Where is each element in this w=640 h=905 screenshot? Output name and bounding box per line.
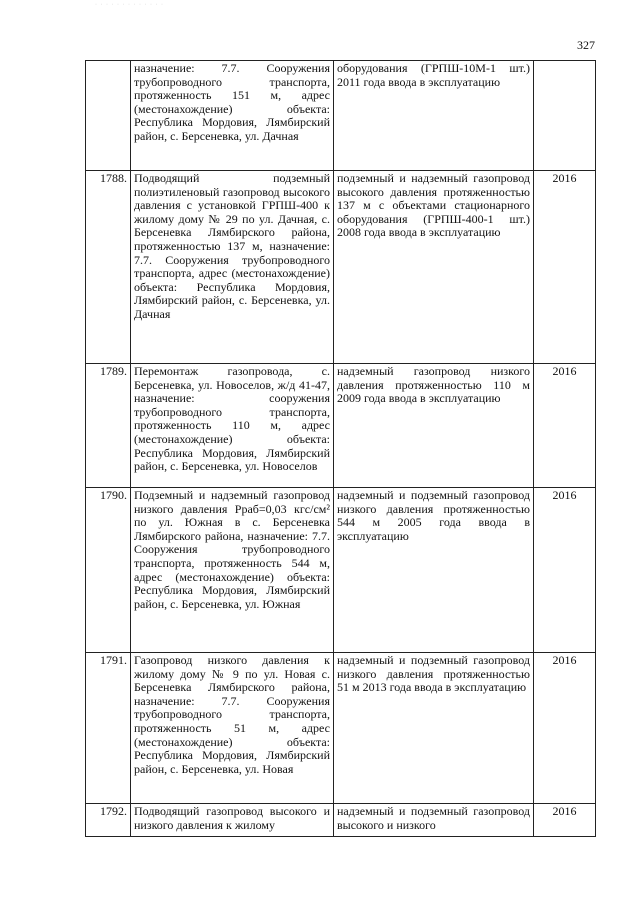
object-name: Перемонтаж газопровода, с. Берсеневка, ул. Новоселов, ж/д 41-47, назначение: сооружения трубопроводного транспорта, протяженность 110 м, адрес (местонахождение) объекта: Республика Мордовия, Лямбирский район, с. Берсеневка, ул. Новоселов bbox=[131, 364, 334, 488]
object-name: Подземный и надземный газопровод низкого давления Рраб=0,03 кгс/см² по ул. Южная в с. Берсеневка Лямбирского района, назначение: 7.7. Сооружения трубопроводного транспорта, протяженность 544 м, адрес (местонахождение) объекта: Республика Мордовия, Лямбирский район, с. Берсеневка, ул. Южная bbox=[131, 488, 334, 653]
row-number: 1791. bbox=[86, 653, 131, 804]
object-name: Подводящий газопровод высокого и низкого давления к жилому bbox=[131, 804, 334, 837]
scan-artifact: · · · · · · · · · · · · · bbox=[95, 2, 164, 8]
object-characteristics: оборудования (ГРПШ-10М-1 шт.) 2011 года ввода в эксплуатацию bbox=[334, 61, 534, 171]
year: 2016 bbox=[534, 171, 596, 364]
object-name: Газопровод низкого давления к жилому дому № 9 по ул. Новая с. Берсеневка Лямбирского района, назначение: 7.7. Сооружения трубопроводного транспорта, протяженность 51 м, адрес (местонахождение) объекта: Республика Мордовия, Лямбирский район, с. Берсеневка, ул. Новая bbox=[131, 653, 334, 804]
row-number: 1788. bbox=[86, 171, 131, 364]
table-row bbox=[86, 61, 596, 171]
object-characteristics: подземный и надземный газопровод высокого давления протяженностью 137 м с объектами стационарного оборудования (ГРПШ-400-1 шт.) 2008 года ввода в эксплуатацию bbox=[334, 171, 534, 364]
year: 2016 bbox=[534, 804, 596, 837]
object-name: Подводящий подземный полиэтиленовый газопровод высокого давления с установкой ГРПШ-400 к жилому дому № 29 по ул. Дачная, с. Берсеневка Лямбирского района, протяженностью 137 м, назначение: 7.7. Сооружения трубопроводного транспорта, адрес (местонахождение) объекта: Республика Мордовия, Лямбирский район, с. Берсеневка, ул. Дачная bbox=[131, 171, 334, 364]
row-number bbox=[86, 61, 131, 171]
table-row bbox=[86, 364, 596, 488]
table-row bbox=[86, 804, 596, 837]
object-characteristics: надземный и подземный газопровод высокого и низкого bbox=[334, 804, 534, 837]
page-number: 327 bbox=[577, 38, 595, 52]
year: 2016 bbox=[534, 488, 596, 653]
registry-table bbox=[85, 60, 596, 837]
row-number: 1789. bbox=[86, 364, 131, 488]
row-number: 1792. bbox=[86, 804, 131, 837]
object-characteristics: надземный газопровод низкого давления протяженностью 110 м 2009 года ввода в эксплуатацию bbox=[334, 364, 534, 488]
object-characteristics: надземный и подземный газопровод низкого давления протяженностью 51 м 2013 года ввода в эксплуатацию bbox=[334, 653, 534, 804]
table-row bbox=[86, 653, 596, 804]
year: 2016 bbox=[534, 364, 596, 488]
table-row bbox=[86, 171, 596, 364]
object-characteristics: надземный и подземный газопровод низкого давления протяженностью 544 м 2005 года ввода в эксплуатацию bbox=[334, 488, 534, 653]
year bbox=[534, 61, 596, 171]
table-row bbox=[86, 488, 596, 653]
year: 2016 bbox=[534, 653, 596, 804]
row-number: 1790. bbox=[86, 488, 131, 653]
object-name: назначение: 7.7. Сооружения трубопроводного транспорта, протяженность 151 м, адрес (местонахождение) объекта: Республика Мордовия, Лямбирский район, с. Берсеневка, ул. Дачная bbox=[131, 61, 334, 171]
